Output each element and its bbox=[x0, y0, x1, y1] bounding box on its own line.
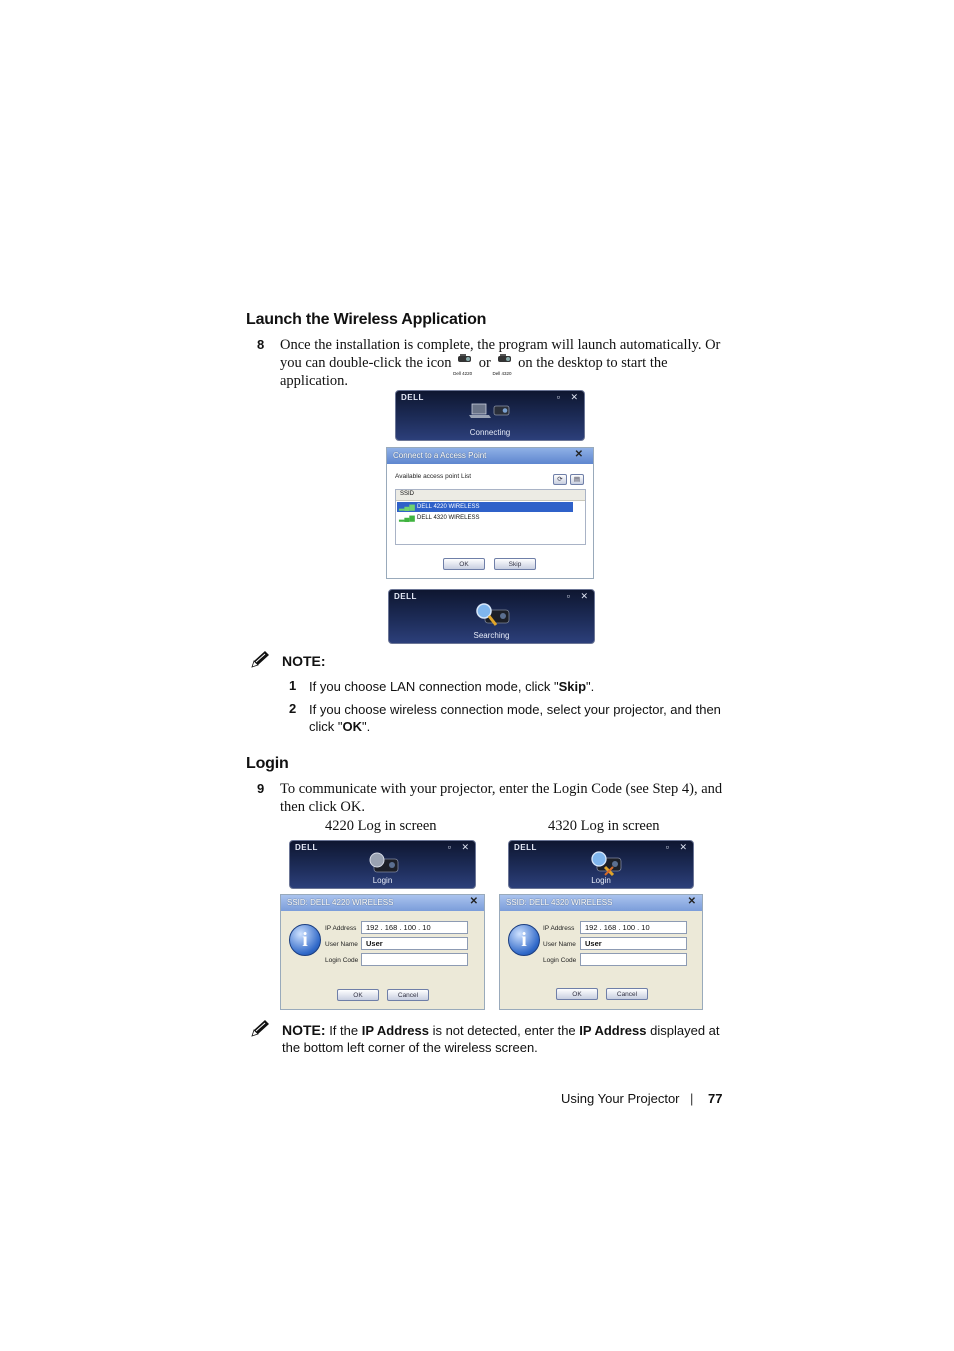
close-icon[interactable]: ✕ bbox=[469, 896, 478, 907]
connecting-caption: Connecting bbox=[469, 428, 511, 437]
login-window-4220 bbox=[289, 840, 476, 889]
login-caption: Login bbox=[591, 876, 611, 885]
note-2 bbox=[282, 1022, 737, 1056]
close-icon[interactable]: ✕ bbox=[580, 591, 588, 601]
projector-lock-icon bbox=[366, 850, 400, 876]
login-code-label: Login Code bbox=[325, 957, 359, 964]
dell-4320-desktop-icon bbox=[492, 354, 515, 376]
footer-separator: | bbox=[690, 1091, 694, 1106]
login-code-field[interactable] bbox=[580, 953, 687, 966]
searching-caption: Searching bbox=[473, 631, 510, 640]
note-heading: NOTE: bbox=[282, 1022, 326, 1038]
info-icon: i bbox=[289, 924, 321, 956]
ok-button[interactable]: OK bbox=[337, 989, 379, 1001]
icon-caption: Dell 4220 bbox=[453, 371, 473, 376]
close-icon[interactable]: ✕ bbox=[574, 449, 583, 460]
ok-button[interactable]: OK bbox=[443, 558, 485, 570]
dell-logo: DELL bbox=[295, 843, 318, 852]
note-pencil-icon bbox=[249, 650, 271, 670]
login-code-field[interactable] bbox=[361, 953, 468, 966]
user-name-label: User Name bbox=[543, 941, 576, 948]
close-icon[interactable]: ✕ bbox=[570, 392, 578, 402]
access-point-dialog bbox=[386, 447, 594, 579]
signal-icon: ▂▄▆ bbox=[399, 504, 415, 511]
close-icon[interactable]: ✕ bbox=[687, 896, 696, 907]
user-name-label: User Name bbox=[325, 941, 358, 948]
note-strong: IP Address bbox=[361, 1023, 429, 1038]
refresh-icon[interactable]: ⟳ bbox=[553, 474, 567, 485]
section-heading-launch: Launch the Wireless Application bbox=[246, 311, 487, 328]
ip-address-label: IP Address bbox=[325, 925, 357, 932]
step-8-text-a: Once the installation is complete, the program will launch automatically. Or you can double-click the icon bbox=[280, 337, 721, 371]
skip-button[interactable]: Skip bbox=[494, 558, 536, 570]
searching-window bbox=[388, 589, 595, 644]
note-item-2 bbox=[309, 701, 734, 735]
dialog-title: SSID: DELL 4220 WIRELESS bbox=[287, 898, 394, 907]
note-strong: IP Address bbox=[579, 1023, 647, 1038]
step-8-text bbox=[280, 336, 725, 390]
caption-4220-login: 4220 Log in screen bbox=[325, 818, 437, 834]
caption-4320-login: 4320 Log in screen bbox=[548, 818, 660, 834]
note-text: is not detected, enter the bbox=[432, 1023, 576, 1038]
connecting-window bbox=[395, 390, 585, 441]
section-heading-login: Login bbox=[246, 755, 289, 772]
note-strong: OK bbox=[342, 719, 363, 734]
ip-address-field[interactable]: 192 . 168 . 100 . 10 bbox=[361, 921, 468, 934]
ap-name: DELL 4320 WIRELESS bbox=[417, 515, 480, 521]
note-text: ". bbox=[362, 719, 371, 734]
close-icon[interactable]: ✕ bbox=[461, 842, 469, 852]
ssid-column-header bbox=[396, 490, 585, 501]
dell-logo: DELL bbox=[514, 843, 537, 852]
or-text: or bbox=[478, 355, 491, 371]
minimize-button[interactable]: ▫ bbox=[665, 842, 669, 852]
step-number: 9 bbox=[257, 781, 265, 796]
laptop-projector-icon bbox=[469, 401, 511, 423]
signal-icon: ▂▄▆ bbox=[399, 515, 415, 522]
login-window-4320 bbox=[508, 840, 694, 889]
note-text: ". bbox=[586, 679, 595, 694]
note-item-number: 2 bbox=[289, 701, 297, 716]
ok-button[interactable]: OK bbox=[556, 988, 598, 1000]
ap-name: DELL 4220 WIRELESS bbox=[417, 504, 480, 510]
user-name-field[interactable]: User bbox=[361, 937, 468, 950]
footer-section-title: Using Your Projector bbox=[561, 1091, 680, 1106]
dell-4220-desktop-icon bbox=[453, 354, 475, 376]
note-text: displayed at the bottom left corner of the wireless screen. bbox=[282, 1023, 720, 1055]
note-strong: Skip bbox=[558, 679, 587, 694]
ap-list-label: Available access point List bbox=[395, 473, 472, 480]
note-text: If you choose wireless connection mode, select your projector, and then click " bbox=[309, 702, 721, 734]
dell-logo: DELL bbox=[394, 592, 417, 601]
ap-list-item[interactable] bbox=[397, 502, 573, 512]
minimize-button[interactable]: ▫ bbox=[556, 392, 560, 402]
ap-list bbox=[395, 489, 586, 545]
login-code-label: Login Code bbox=[543, 957, 577, 964]
step-9-text: To communicate with your projector, enter the Login Code (see Step 4), and then click OK. bbox=[280, 781, 723, 815]
login-dialog-4320 bbox=[499, 894, 703, 1010]
ip-address-field[interactable]: 192 . 168 . 100 . 10 bbox=[580, 921, 687, 934]
login-caption: Login bbox=[372, 876, 393, 885]
page-number: 77 bbox=[708, 1091, 723, 1106]
note-heading: NOTE: bbox=[282, 653, 326, 669]
cancel-button[interactable]: Cancel bbox=[387, 989, 429, 1001]
cancel-button[interactable]: Cancel bbox=[606, 988, 648, 1000]
icon-caption: Dell 4320 bbox=[492, 371, 512, 376]
column-header-label: SSID bbox=[400, 491, 415, 497]
ip-address-label: IP Address bbox=[543, 925, 575, 932]
search-projector-icon bbox=[473, 600, 513, 630]
info-icon: i bbox=[508, 924, 540, 956]
close-icon[interactable]: ✕ bbox=[679, 842, 687, 852]
minimize-button[interactable]: ▫ bbox=[447, 842, 451, 852]
step-8-text-b: on the desktop to start the application. bbox=[280, 355, 668, 389]
note-pencil-icon bbox=[249, 1019, 271, 1039]
dialog-title: SSID: DELL 4320 WIRELESS bbox=[506, 898, 613, 907]
projector-key-icon bbox=[587, 849, 623, 877]
dialog-title: Connect to a Access Point bbox=[393, 451, 487, 460]
note-text: If you choose LAN connection mode, click " bbox=[309, 679, 559, 694]
ap-list-item[interactable] bbox=[397, 513, 573, 523]
note-item-1 bbox=[309, 678, 729, 695]
minimize-button[interactable]: ▫ bbox=[566, 591, 570, 601]
dell-logo: DELL bbox=[401, 393, 424, 402]
step-number: 8 bbox=[257, 337, 265, 352]
login-dialog-4220 bbox=[280, 894, 485, 1010]
note-text: If the bbox=[329, 1023, 359, 1038]
user-name-field[interactable]: User bbox=[580, 937, 687, 950]
note-item-number: 1 bbox=[289, 678, 297, 693]
details-icon[interactable]: ▤ bbox=[570, 474, 584, 485]
